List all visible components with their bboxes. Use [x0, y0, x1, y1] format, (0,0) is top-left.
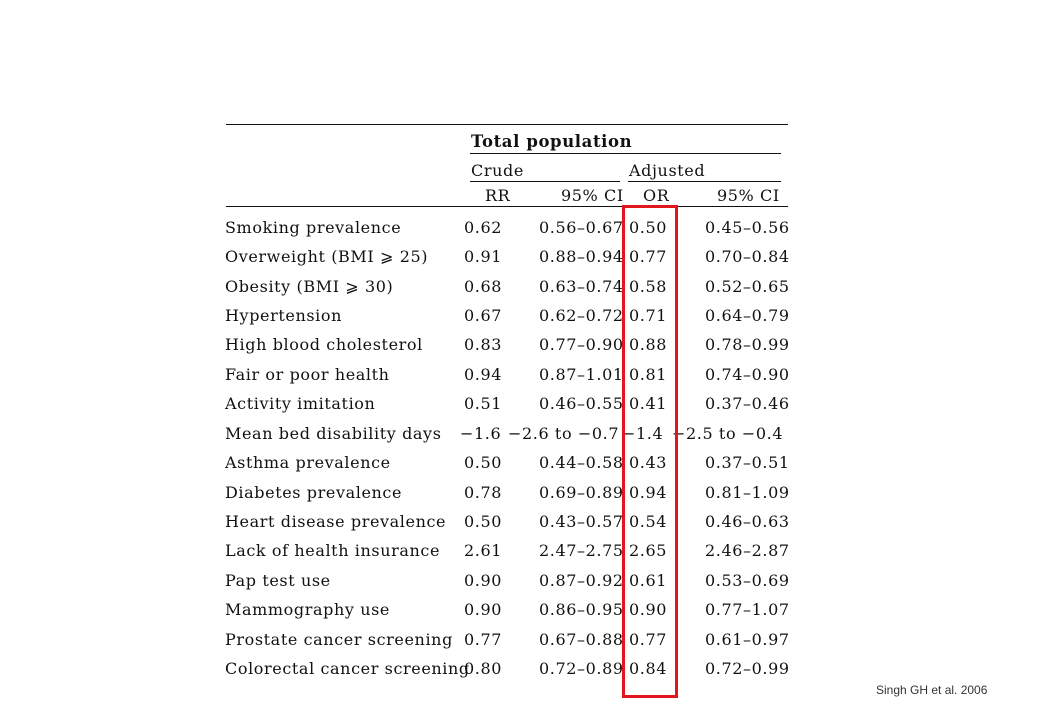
- row-or: 0.90: [629, 600, 668, 619]
- row-ci-adjusted: 0.53–0.69: [705, 571, 790, 590]
- row-ci-adjusted: 0.46–0.63: [705, 512, 790, 531]
- table-row: [0, 454, 1040, 483]
- row-label: Hypertension: [225, 306, 343, 325]
- group-crude: Crude: [471, 161, 524, 180]
- row-ci-crude: −2.6 to −0.7: [508, 424, 620, 443]
- crude-underline: [470, 181, 620, 182]
- row-rr: 0.62: [464, 218, 503, 237]
- row-rr: 0.91: [464, 247, 503, 266]
- row-ci-crude: 0.44–0.58: [539, 453, 624, 472]
- row-ci-crude: 0.77–0.90: [539, 335, 624, 354]
- row-label: Mean bed disability days: [225, 424, 442, 443]
- row-ci-crude: 0.87–0.92: [539, 571, 624, 590]
- row-or: 0.84: [629, 659, 668, 678]
- row-or: 2.65: [629, 541, 668, 560]
- row-or: 0.41: [629, 394, 668, 413]
- row-ci-crude: 0.56–0.67: [539, 218, 624, 237]
- row-ci-adjusted: 0.45–0.56: [705, 218, 790, 237]
- title-underline: [470, 153, 781, 154]
- row-ci-adjusted: 0.70–0.84: [705, 247, 790, 266]
- row-or: 0.58: [629, 277, 668, 296]
- adjusted-underline: [628, 181, 781, 182]
- col-header-ci-adjusted: 95% CI: [717, 186, 780, 205]
- row-label: Colorectal cancer screening: [225, 659, 470, 678]
- row-ci-adjusted: 0.61–0.97: [705, 630, 790, 649]
- row-ci-adjusted: 0.52–0.65: [705, 277, 790, 296]
- row-ci-adjusted: 0.78–0.99: [705, 335, 790, 354]
- row-ci-crude: 0.46–0.55: [539, 394, 624, 413]
- row-label: Asthma prevalence: [225, 453, 391, 472]
- row-rr: 0.51: [464, 394, 503, 413]
- row-label: Overweight (BMI ⩾ 25): [225, 247, 429, 266]
- row-rr: 0.78: [464, 483, 503, 502]
- row-rr: 0.68: [464, 277, 503, 296]
- row-label: Smoking prevalence: [225, 218, 402, 237]
- row-or: 0.88: [629, 335, 668, 354]
- row-ci-adjusted: 0.81–1.09: [705, 483, 790, 502]
- row-label: Pap test use: [225, 571, 331, 590]
- row-label: Fair or poor health: [225, 365, 390, 384]
- row-ci-adjusted: 0.37–0.51: [705, 453, 790, 472]
- row-rr: 0.94: [464, 365, 503, 384]
- row-or: 0.61: [629, 571, 668, 590]
- row-or: −1.4: [622, 424, 664, 443]
- row-label: Activity imitation: [225, 394, 376, 413]
- row-ci-crude: 0.72–0.89: [539, 659, 624, 678]
- row-or: 0.43: [629, 453, 668, 472]
- row-ci-adjusted: 0.77–1.07: [705, 600, 790, 619]
- row-ci-crude: 2.47–2.75: [539, 541, 624, 560]
- table-row: [0, 572, 1040, 601]
- table-row: [0, 601, 1040, 630]
- or-column-highlight: [622, 205, 678, 698]
- row-ci-crude: 0.67–0.88: [539, 630, 624, 649]
- table-row: [0, 395, 1040, 424]
- table-row: [0, 278, 1040, 307]
- table-row: [0, 336, 1040, 365]
- row-ci-crude: 0.63–0.74: [539, 277, 624, 296]
- table-row: [0, 484, 1040, 513]
- row-rr: 0.90: [464, 571, 503, 590]
- table-row: [0, 425, 1040, 454]
- row-ci-crude: 0.62–0.72: [539, 306, 624, 325]
- row-or: 0.81: [629, 365, 668, 384]
- header-bottom-rule: [226, 206, 788, 207]
- row-ci-adjusted: 0.64–0.79: [705, 306, 790, 325]
- table-row: [0, 542, 1040, 571]
- row-label: Obesity (BMI ⩾ 30): [225, 277, 394, 296]
- row-rr: 0.80: [464, 659, 503, 678]
- row-rr: 0.50: [464, 512, 503, 531]
- row-rr: 0.77: [464, 630, 503, 649]
- table-row: [0, 366, 1040, 395]
- group-adjusted: Adjusted: [629, 161, 706, 180]
- row-ci-crude: 0.43–0.57: [539, 512, 624, 531]
- row-rr: 0.90: [464, 600, 503, 619]
- row-ci-crude: 0.69–0.89: [539, 483, 624, 502]
- row-label: Lack of health insurance: [225, 541, 441, 560]
- row-or: 0.94: [629, 483, 668, 502]
- row-ci-adjusted: 0.74–0.90: [705, 365, 790, 384]
- table-row: [0, 631, 1040, 660]
- row-label: Mammography use: [225, 600, 390, 619]
- row-ci-adjusted: 0.37–0.46: [705, 394, 790, 413]
- row-or: 0.77: [629, 630, 668, 649]
- table-row: [0, 248, 1040, 277]
- citation: Singh GH et al. 2006: [876, 683, 988, 697]
- row-ci-crude: 0.87–1.01: [539, 365, 624, 384]
- row-label: High blood cholesterol: [225, 335, 423, 354]
- table-row: [0, 219, 1040, 248]
- col-header-or: OR: [643, 186, 670, 205]
- row-or: 0.77: [629, 247, 668, 266]
- table-row: [0, 307, 1040, 336]
- row-or: 0.54: [629, 512, 668, 531]
- row-rr: 0.67: [464, 306, 503, 325]
- row-ci-crude: 0.86–0.95: [539, 600, 624, 619]
- row-rr: 2.61: [464, 541, 503, 560]
- table-top-rule: [226, 124, 788, 125]
- row-or: 0.71: [629, 306, 668, 325]
- col-header-ci-crude: 95% CI: [561, 186, 624, 205]
- row-ci-adjusted: 0.72–0.99: [705, 659, 790, 678]
- row-label: Prostate cancer screening: [225, 630, 453, 649]
- row-label: Diabetes prevalence: [225, 483, 403, 502]
- table-title: Total population: [471, 132, 633, 151]
- row-rr: 0.50: [464, 453, 503, 472]
- row-ci-adjusted: −2.5 to −0.4: [672, 424, 784, 443]
- row-ci-adjusted: 2.46–2.87: [705, 541, 790, 560]
- col-header-rr: RR: [485, 186, 511, 205]
- row-rr: −1.6: [460, 424, 502, 443]
- row-or: 0.50: [629, 218, 668, 237]
- table-row: [0, 513, 1040, 542]
- row-ci-crude: 0.88–0.94: [539, 247, 624, 266]
- row-label: Heart disease prevalence: [225, 512, 447, 531]
- row-rr: 0.83: [464, 335, 503, 354]
